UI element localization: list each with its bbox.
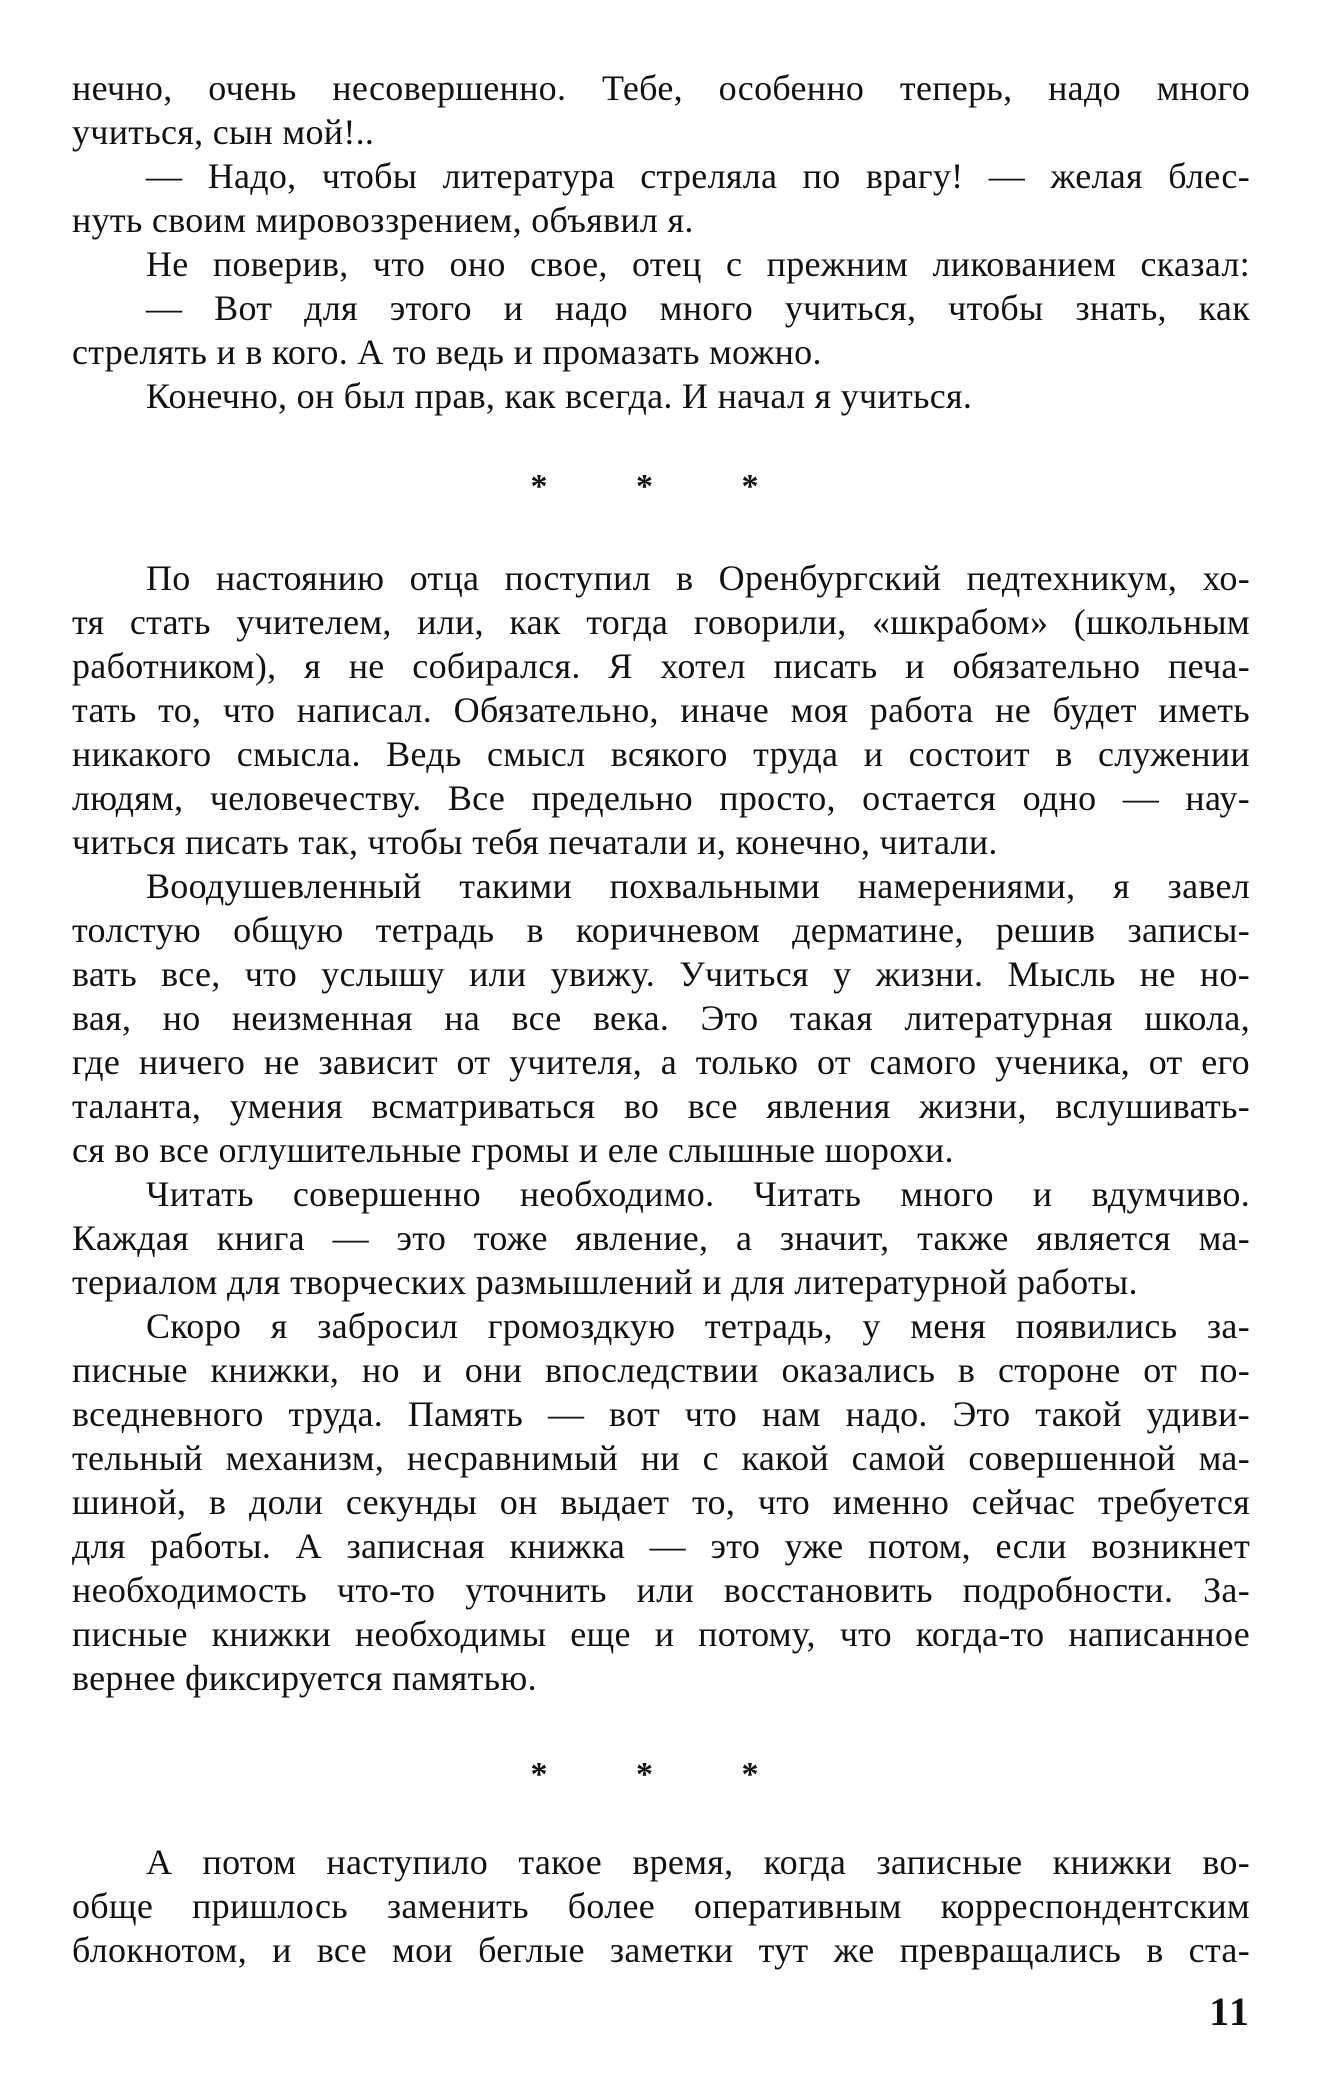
text-line: людям, человечеству. Все предельно просто, остается одно — нау- xyxy=(72,778,1250,818)
text-line: Скоро я забросил громоздкую тетрадь, у меня появились за- xyxy=(146,1306,1250,1346)
text-line: стрелять и в кого. А то ведь и промазать можно. xyxy=(72,332,822,372)
text-line: нуть своим мировоззрением, объявил я. xyxy=(72,200,694,240)
text-line: никакого смысла. Ведь смысл всякого труда и состоит в служении xyxy=(72,734,1250,774)
page-number: 11 xyxy=(1209,1989,1251,2034)
text-line: Воодушевленный такими похвальными намерениями, я завел xyxy=(146,866,1250,906)
text-line: нечно, очень несовершенно. Тебе, особенно теперь, надо много xyxy=(72,68,1250,108)
text-line: читься писать так, чтобы тебя печатали и, конечно, читали. xyxy=(72,822,998,862)
paragraph-block-2 xyxy=(72,556,1250,1700)
text-line: — Вот для этого и надо много учиться, чтобы знать, как xyxy=(146,288,1250,328)
text-line: Читать совершенно необходимо. Читать много и вдумчиво. xyxy=(146,1174,1250,1214)
text-line: где ничего не зависит от учителя, а только от самого ученика, от его xyxy=(72,1042,1250,1082)
text-line: А потом наступило такое время, когда записные книжки во- xyxy=(146,1842,1250,1882)
text-line: териалом для творческих размышлений и для литературной работы. xyxy=(72,1262,1138,1302)
text-line: ся во все оглушительные громы и еле слышные шорохи. xyxy=(72,1130,954,1170)
text-line: тельный механизм, несравнимый ни с какой самой совершенной ма- xyxy=(72,1438,1250,1478)
text-line: вая, но неизменная на все века. Это такая литературная школа, xyxy=(72,998,1250,1038)
text-line: — Надо, чтобы литература стреляла по врагу! — желая блес- xyxy=(146,156,1250,196)
text-line: учиться, сын мой!.. xyxy=(72,112,375,152)
text-line: По настоянию отца поступил в Оренбургский педтехникум, хо- xyxy=(146,558,1250,598)
text-line: вать все, что услышу или увижу. Учиться у жизни. Мысль не но- xyxy=(72,954,1250,994)
text-line: писные книжки, но и они впоследствии оказались в стороне от по- xyxy=(72,1350,1250,1390)
text-line: вседневного труда. Память — вот что нам надо. Это такой удиви- xyxy=(72,1394,1250,1434)
text-line: таланта, умения всматриваться во все явления жизни, вслушивать- xyxy=(72,1086,1250,1126)
paragraph-block-1 xyxy=(72,66,1250,418)
text-line: для работы. А записная книжка — это уже потом, если возникнет xyxy=(72,1526,1250,1566)
text-line: писные книжки необходимы еще и потому, что когда-то написанное xyxy=(72,1614,1250,1654)
text-line: Не поверив, что оно свое, отец с прежним ликованием сказал: xyxy=(146,244,1250,284)
text-line: необходимость что-то уточнить или восстановить подробности. За- xyxy=(72,1570,1250,1610)
text-line: блокнотом, и все мои беглые заметки тут же превращались в ста- xyxy=(72,1930,1250,1970)
text-line: тать то, что написал. Обязательно, иначе моя работа не будет иметь xyxy=(72,690,1250,730)
text-line: Каждая книга — это тоже явление, а значит, также является ма- xyxy=(72,1218,1250,1258)
text-line: толстую общую тетрадь в коричневом дерматине, решив записы- xyxy=(72,910,1250,950)
text-line: Конечно, он был прав, как всегда. И начал я учиться. xyxy=(146,376,973,416)
text-line: вернее фиксируется памятью. xyxy=(72,1658,537,1698)
text-line: шиной, в доли секунды он выдает то, что именно сейчас требуется xyxy=(72,1482,1250,1522)
text-line: обще пришлось заменить более оперативным корреспондентским xyxy=(72,1886,1250,1926)
section-separator: * * * xyxy=(530,468,799,505)
paragraph-block-3 xyxy=(72,1840,1250,1972)
text-line: работником), я не собирался. Я хотел писать и обязательно печа- xyxy=(72,646,1250,686)
text-line: тя стать учителем, или, как тогда говорили, «шкрабом» (школьным xyxy=(72,602,1250,642)
section-separator: * * * xyxy=(530,1756,799,1793)
